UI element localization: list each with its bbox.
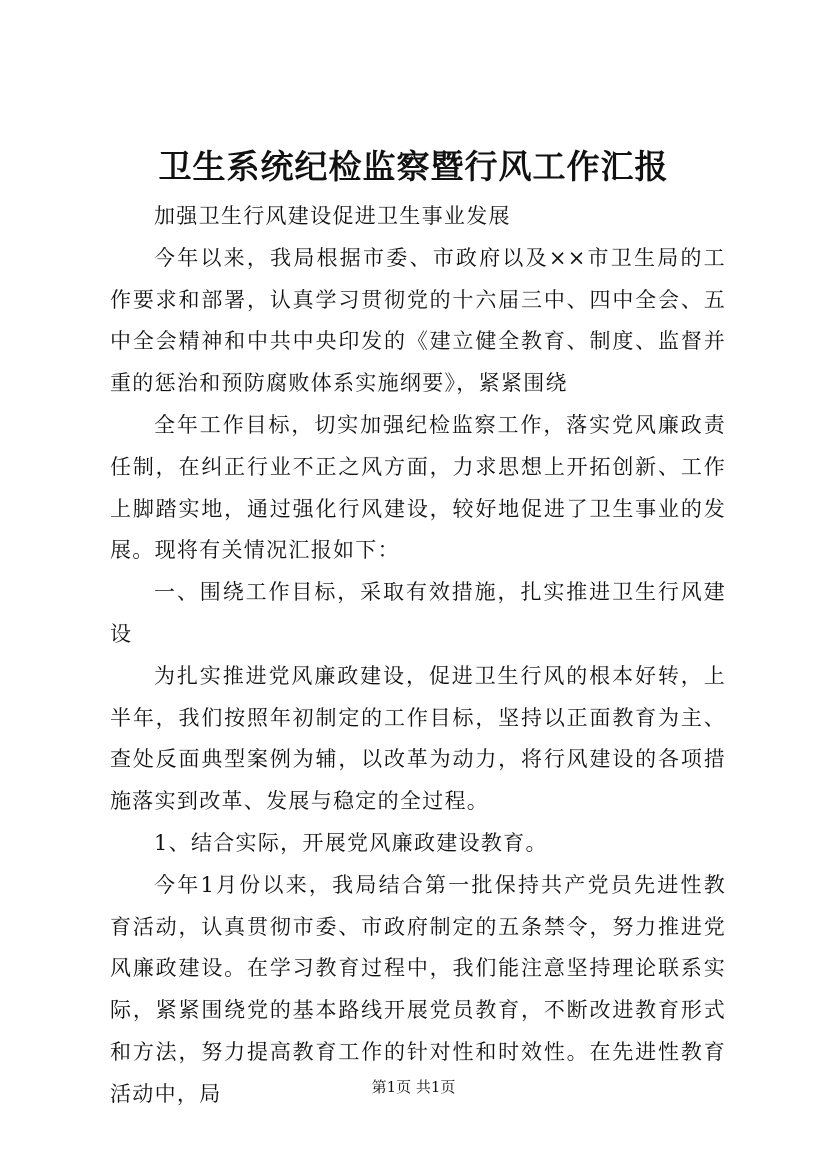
section-heading: 一、围绕工作目标，采取有效措施，扎实推进卫生行风建设 — [110, 580, 726, 646]
body-paragraph: 全年工作目标，切实加强纪检监察工作，落实党风廉政责任制，在纠正行业不正之风方面，力求思想上开拓创新、工作上脚踏实地，通过强化行风建设，较好地促进了卫生事业的发展。现将有关情况汇报如下： — [110, 412, 726, 563]
subsection-heading: 1、结合实际，开展党风廉政建设教育。 — [154, 830, 548, 855]
page-number-footer: 第1页 共1页 — [371, 1078, 456, 1096]
body-paragraph: 今年以来，我局根据市委、市政府以及××市卫生局的工作要求和部署，认真学习贯彻党的十六届三中、四中全会、五中全会精神和中共中央印发的《建立健全教育、制度、监督并重的惩治和预防腐败体系实施纲要》，紧紧围绕 — [110, 245, 726, 396]
body-paragraph: 为扎实推进党风廉政建设，促进卫生行风的根本好转，上半年，我们按照年初制定的工作目标，坚持以正面教育为主、查处反面典型案例为辅，以改革为动力，将行风建设的各项措施落实到改革、发展与稳定的全过程。 — [110, 663, 726, 814]
document-title: 卫生系统纪检监察暨行风工作汇报 — [158, 147, 669, 186]
subtitle-paragraph: 加强卫生行风建设促进卫生事业发展 — [154, 204, 511, 228]
document-body — [110, 196, 726, 1116]
body-paragraph: 今年1月份以来，我局结合第一批保持共产党员先进性教育活动，认真贯彻市委、市政府制定的五条禁令，努力推进党风廉政建设。在学习教育过程中，我们能注意坚持理论联系实际，紧紧围绕党的基本路线开展党员教育，不断改进教育形式和方法，努力提高教育工作的针对性和时效性。在先进性教育活动中，局 — [110, 872, 726, 1106]
